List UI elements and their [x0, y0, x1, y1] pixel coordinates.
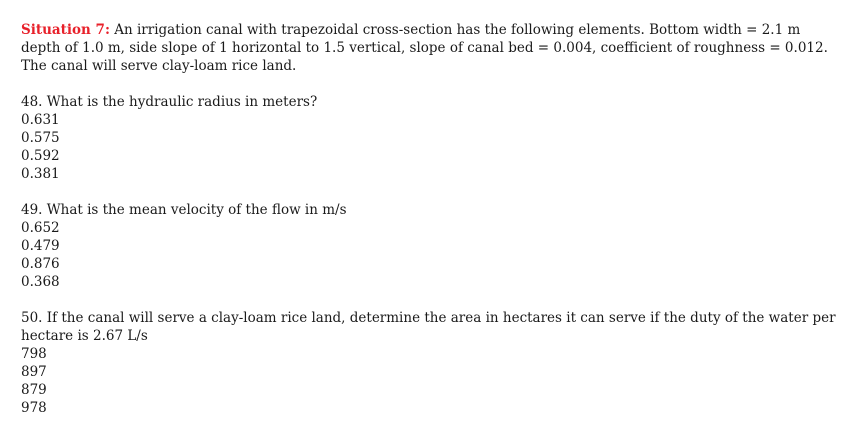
- answer-option: 879: [21, 382, 47, 398]
- situation-text: An irrigation canal with trapezoidal cross-section has the following elements. Bottom width = 2.1 m depth of 1.0 m, side slope of 1 horizontal to 1.5 vertical, slope of canal bed = 0.004, coefficient of roughness = 0.012. The canal will serve clay-loam rice land.: [21, 22, 828, 74]
- question-48: [21, 93, 840, 183]
- answer-option: 0.381: [21, 166, 60, 182]
- answer-options: [21, 219, 840, 291]
- question-49: [21, 201, 840, 291]
- answer-options: [21, 345, 840, 417]
- answer-option: 0.631: [21, 112, 60, 128]
- question-50: [21, 309, 840, 417]
- answer-option: 798: [21, 346, 47, 362]
- answer-option: 0.575: [21, 130, 60, 146]
- situation-paragraph: [21, 21, 840, 75]
- question-text: 50. If the canal will serve a clay-loam rice land, determine the area in hectares it can serve if the duty of the water per hectare is 2.67 L/s: [21, 310, 836, 344]
- answer-option: 0.368: [21, 274, 60, 290]
- question-text: 49. What is the mean velocity of the flow in m/s: [21, 202, 347, 218]
- answer-option: 0.876: [21, 256, 60, 272]
- answer-option: 0.479: [21, 238, 60, 254]
- answer-option: 978: [21, 400, 47, 416]
- situation-label: Situation 7:: [21, 22, 110, 38]
- answer-option: 0.592: [21, 148, 60, 164]
- question-text: 48. What is the hydraulic radius in meters?: [21, 94, 318, 110]
- answer-option: 897: [21, 364, 47, 380]
- answer-options: [21, 111, 840, 183]
- answer-option: 0.652: [21, 220, 60, 236]
